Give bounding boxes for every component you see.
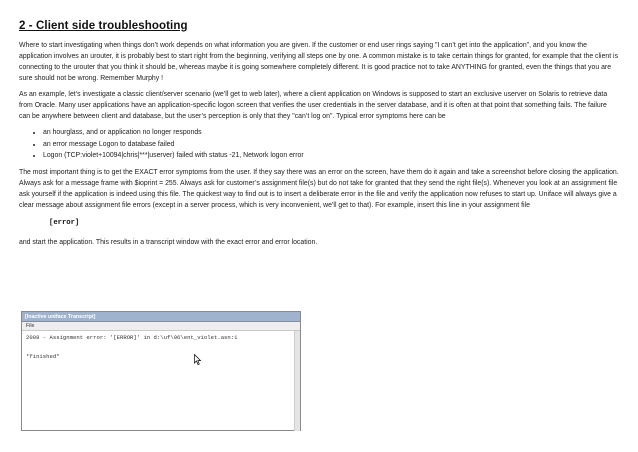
mouse-cursor-icon — [194, 354, 201, 365]
paragraph-start-app: and start the application. This results in a transcript window with the exact error and error location. — [19, 238, 318, 246]
paragraph-intro: Where to start investigating when things don’t work depends on what information you are given. If the customer or end user rings saying "I can’t get into the application", and you know the application involves an urouter, it is probably best to start right from the beginning, verifying all steps one by one. A common mistake is to take certain things for granted, for example that the client is connecting to the urouter that you think it should be, whereas maybe it is going somewhere completely different. It is good practice not to take ANYTHING for granted, even the things that you are sure should not be wrong. Remember Murphy ! — [19, 42, 619, 82]
document-page — [19, 20, 619, 253]
transcript-body — [22, 331, 300, 431]
window-menubar — [22, 322, 300, 331]
transcript-error-line: 2008 - Assignment error: '[ERROR]' in d:\uf\96\ent_violet.asn:1 — [26, 334, 238, 341]
list-item: • an error message Logon to database failed — [43, 139, 619, 151]
section-title: 2 - Client side troubleshooting — [19, 20, 188, 32]
menu-file: File — [26, 323, 35, 329]
paragraph-exact-symptoms: The most important thing is to get the EXACT error symptoms from the user. If they say there was an error on the screen, have them do it again and take a screenshot before closing the application. Always ask for a message frame with $ioprint = 255. Always ask for customer’s assignment file(s) but do not take for granted that they send the right file(s). Whenever you look at an assignment file ask yourself if the application is indeed using this file. The quickest way to find out is to insert a deliberate error in the file and verify the application now refuses to start up. Uniface will always give a clear message about assignment file errors (except in a server process, which is very inconvenient, we’ll get to that). For example, insert this line in your assignment file — [19, 168, 619, 209]
symptom-list — [19, 127, 619, 162]
window-title: [Inactive uniface Transcript] — [25, 313, 96, 320]
window-titlebar — [22, 312, 300, 322]
transcript-finished-line: *finished* — [26, 353, 60, 360]
code-line: [error] — [49, 218, 80, 227]
paragraph-example: As an example, let’s investigate a classic client/server scenario (we’ll get to web later), where a client application on Windows is supposed to start an exclusive userver on Solaris to retrieve data from Oracle. Many user applications have an application-specific logon screen that verifies the user credentials in the server database, and it is often at that point that something fails. The failure can be anywhere between client and database, but the user’s perception is only that they "can’t log on". Typical error symptoms here can be — [19, 91, 608, 120]
scrollbar — [294, 331, 300, 431]
list-item: • an hourglass, and or application no longer responds — [43, 127, 619, 139]
transcript-window-screenshot — [21, 311, 301, 431]
list-item: • Logon (TCP:violet+10094|chris|***|userver) failed with status -21, Network logon error — [43, 150, 619, 162]
